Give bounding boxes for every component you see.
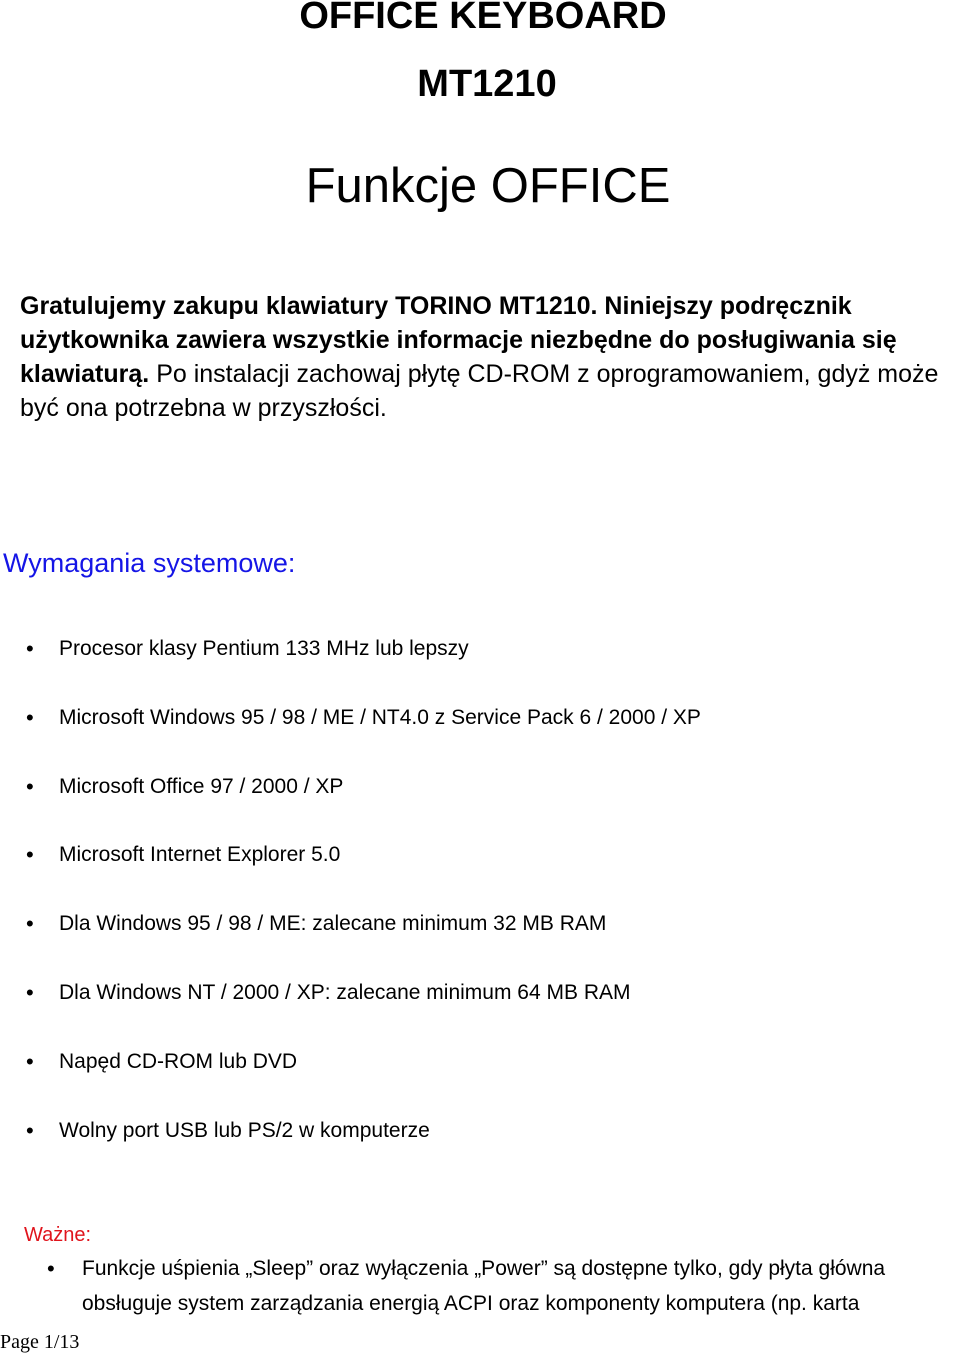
page-number: Page 1/13 [0,1331,80,1353]
section-title: Funkcje OFFICE [305,159,671,213]
list-item [0,701,960,770]
intro-normal-text: Po instalacji zachowaj płytę CD-ROM z oprogramowaniem, gdyż może być ona potrzebna w przyszłości. [20,360,939,422]
note-heading: Ważne: [24,1224,92,1246]
bullet-icon: • [47,1256,55,1281]
model-number: MT1210 [417,63,557,105]
bullet-icon: • [26,842,34,868]
list-item [0,976,960,1045]
requirements-heading: Wymagania systemowe: [3,548,296,578]
bullet-icon: • [26,1048,34,1074]
list-item-text: Wolny port USB lub PS/2 w komputerze [59,1118,430,1142]
document-title: OFFICE KEYBOARD [299,0,667,37]
list-item-text: Procesor klasy Pentium 133 MHz lub lepszy [59,637,469,660]
bullet-icon: • [26,911,34,937]
list-item-text: Microsoft Office 97 / 2000 / XP [59,774,344,798]
bullet-icon: • [26,773,34,799]
list-item [0,1114,960,1183]
list-item-text: Napęd CD-ROM lub DVD [59,1049,298,1073]
list-item-text: Microsoft Windows 95 / 98 / ME / NT4.0 z Service Pack 6 / 2000 / XP [59,705,701,729]
list-item [0,838,960,907]
note-text: Funkcje uśpienia „Sleep” oraz wyłączenia „Power” są dostępne tylko, gdy płyta główna obsługuje system zarządzania energią ACPI oraz komponenty komputera (np. karta [82,1257,886,1315]
list-item-text: Microsoft Internet Explorer 5.0 [59,843,341,867]
bullet-icon: • [26,636,34,661]
bullet-icon: • [26,979,34,1005]
list-item [0,1045,960,1114]
bullet-icon: • [26,1117,34,1143]
intro-bold-text: Gratulujemy zakupu klawiatury TORINO MT1210. Niniejszy podręcznik użytkownika zawiera wszystkie informacje niezbędne do posługiwania się klawiaturą. [20,292,897,388]
bullet-icon: • [26,704,34,730]
list-item-text: Dla Windows NT / 2000 / XP: zalecane minimum 64 MB RAM [59,980,631,1004]
intro-paragraph [20,289,960,425]
list-item [0,770,960,839]
list-item [0,632,960,701]
list-item-text: Dla Windows 95 / 98 / ME: zalecane minimum 32 MB RAM [59,912,607,936]
list-item [0,907,960,976]
requirements-list [0,632,960,1182]
